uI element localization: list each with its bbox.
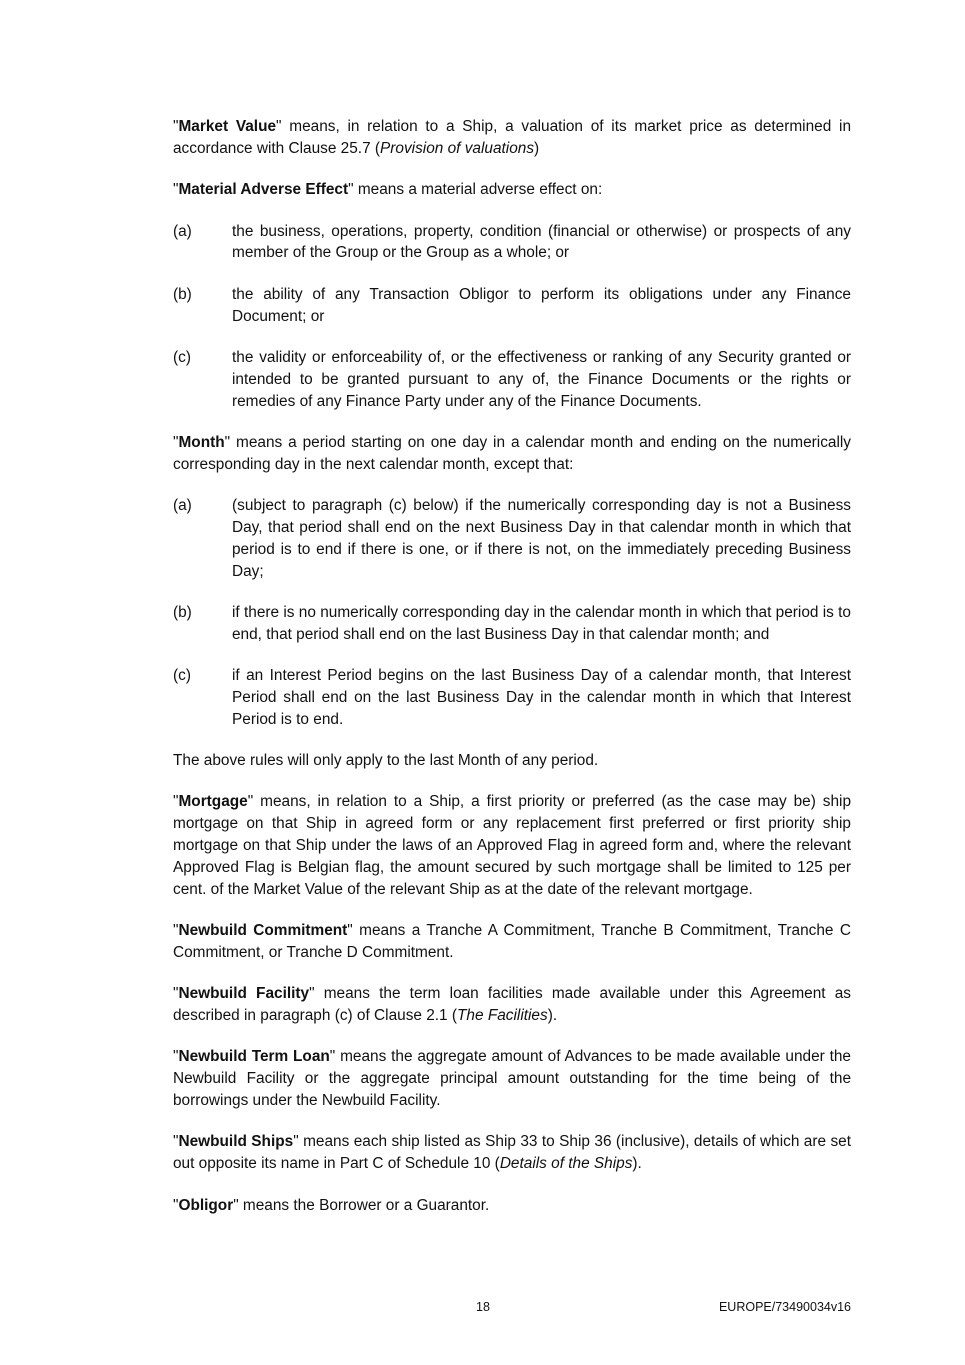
list-item [173,347,851,412]
item-label: (c) [173,348,191,366]
defined-term: Newbuild Facility [178,985,310,1003]
item-label: (a) [173,497,192,515]
item-text: (subject to paragraph (c) below) if the numerically corresponding day is not a Business Day, that period shall end on the next Business Day in that calendar month in which that period is to end if there is one, or if there is not, on the immediately preceding Business Day; [232,497,851,580]
item-label: (b) [173,603,192,621]
defined-term: Newbuild Commitment [178,922,348,940]
page-footer [173,1300,851,1320]
defined-term: Newbuild Ships [178,1133,294,1151]
defined-term: Newbuild Term Loan [178,1048,330,1066]
item-text: the validity or enforceability of, or the effectiveness or ranking of any Security granted or intended to be granted pursuant to any of, the Finance Documents or the rights or remedies of any Finance Party under any of the Finance Documents. [232,348,851,410]
definition-newbuild-facility: "Newbuild Facility" means the term loan facilities made available under this Agreement as described in paragraph (c) of Clause 2.1 (The Facilities). [173,985,851,1025]
list-item [173,284,851,328]
page-number: 18 [476,1300,490,1314]
month-closing-rule: The above rules will only apply to the last Month of any period. [173,752,599,770]
item-text: if an Interest Period begins on the last Business Day of a calendar month, that Interest Period shall end on the last Business Day in the calendar month in which that Interest Period is to end. [232,667,851,728]
list-item [173,495,851,582]
item-label: (a) [173,222,192,240]
definition-newbuild-ships: "Newbuild Ships" means each ship listed as Ship 33 to Ship 36 (inclusive), details of which are set out opposite its name in Part C of Schedule 10 (Details of the Ships). [173,1133,851,1173]
list-item [173,221,851,265]
item-label: (c) [173,667,191,685]
list-item [173,602,851,646]
list-item [173,665,851,730]
item-text: the ability of any Transaction Obligor to perform its obligations under any Finance Document; or [232,285,851,325]
defined-term: Obligor [178,1196,234,1214]
item-label: (b) [173,285,192,303]
definition-newbuild-term-loan: "Newbuild Term Loan" means the aggregate amount of Advances to be made available under the Newbuild Facility or the aggregate principal amount outstanding for the time being of the borrowings under the Newbuild Facility. [173,1048,851,1110]
defined-term: Month [178,433,225,451]
defined-term: Material Adverse Effect [178,181,349,199]
definition-market-value: "Market Value" means, in relation to a Ship, a valuation of its market price as determined in accordance with Clause 25.7 (Provision of valuations) [173,118,852,157]
defined-term: Market Value [178,118,277,135]
item-text: the business, operations, property, condition (financial or otherwise) or prospects of any member of the Group or the Group as a whole; or [232,222,851,262]
defined-term: Mortgage [178,793,248,811]
definition-obligor: "Obligor" means the Borrower or a Guarantor. [173,1196,490,1214]
definition-material-adverse-effect: "Material Adverse Effect" means a material adverse effect on: [173,181,603,199]
document-reference: EUROPE/73490034v16 [718,1300,851,1314]
definition-newbuild-commitment: "Newbuild Commitment" means a Tranche A Commitment, Tranche B Commitment, Tranche C Commitment, or Tranche D Commitment. [173,922,851,961]
definition-mortgage: "Mortgage" means, in relation to a Ship, a first priority or preferred (as the case may be) ship mortgage on that Ship in agreed form or any replacement first preferred or first priority ship mortgage on that Ship under the laws of an Approved Flag in agreed form and, where the relevant Approved Flag is Belgian flag, the amount secured by such mortgage shall be limited to 125 per cent. of the Market Value of the relevant Ship as at the date of the relevant mortgage. [173,793,851,898]
document-body [173,116,851,1236]
definition-month: "Month" means a period starting on one day in a calendar month and ending on the numerically corresponding day in the next calendar month, except that: [173,433,851,473]
item-text: if there is no numerically corresponding day in the calendar month in which that period is to end, that period shall end on the last Business Day in that calendar month; and [232,603,851,643]
